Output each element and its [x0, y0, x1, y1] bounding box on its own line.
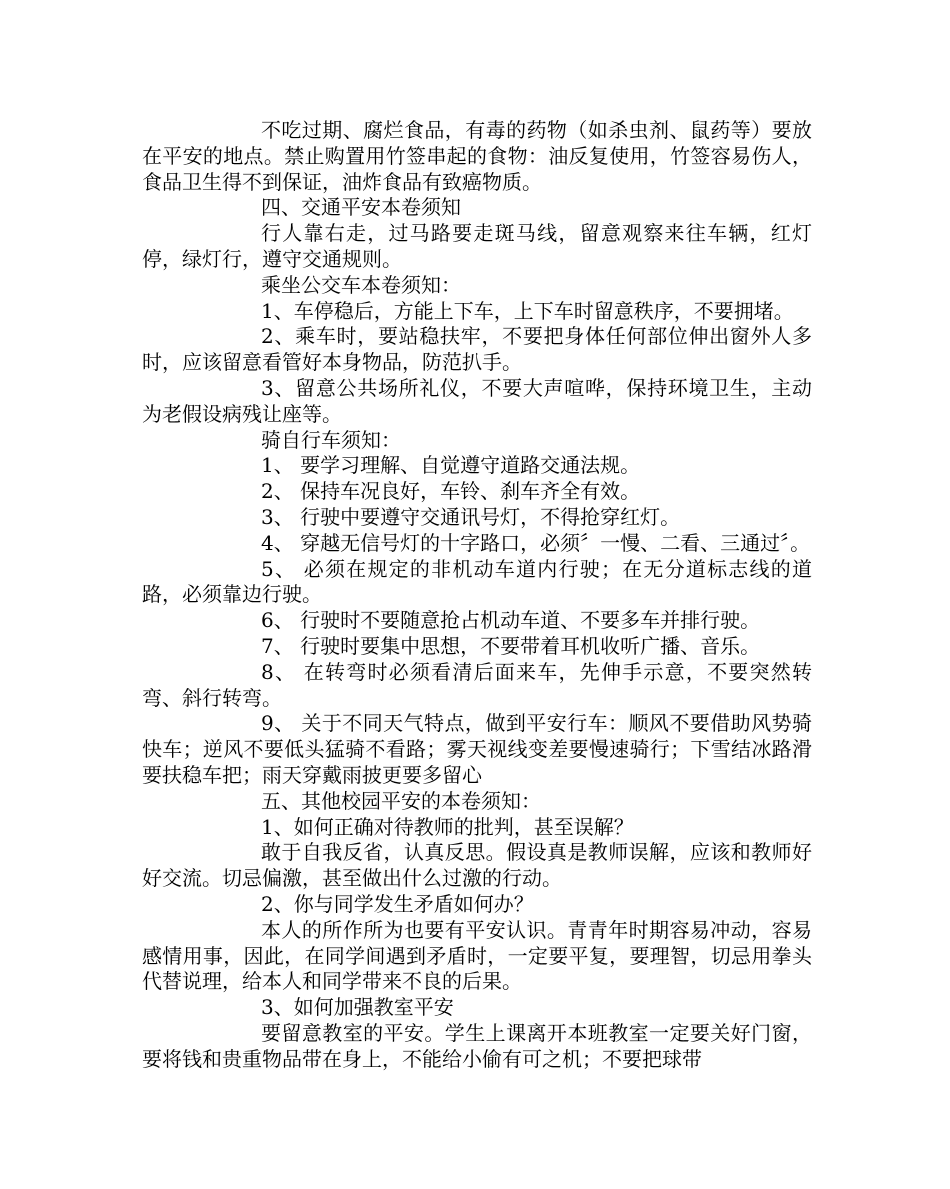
bicycle-rule-5: 5、 必须在规定的非机动车道内行驶；在无分道标志线的道路，必须靠边行驶。 [142, 556, 812, 607]
campus-answer-1: 敢于自我反省，认真反思。假设真是教师误解，应该和教师好好交流。切忌偏激，甚至做出什么过激的行动。 [142, 840, 812, 891]
paragraph-pedestrian: 行人靠右走，过马路要走斑马线，留意观察来往车辆，红灯停，绿灯行，遵守交通规则。 [142, 221, 812, 271]
campus-answer-2: 本人的所作所为也要有平安认识。青青年时期容易冲动，容易感情用事，因此，在同学间遇到矛盾时，一定要平复，要理智，切忌用拳头代替说理，给本人和同学带来不良的后果。 [142, 917, 812, 994]
bus-rule-3: 3、留意公共场所礼仪，不要大声喧哗，保持环境卫生，主动为老假设病残让座等。 [142, 375, 812, 426]
bicycle-rule-1: 1、 要学习理解、自觉遵守道路交通法规。 [261, 453, 641, 478]
bicycle-rule-4: 4、 穿越无信号灯的十字路口，必须〞一慢、二看、三通过〞。 [261, 530, 811, 555]
bicycle-rule-9: 9、 关于不同天气特点，做到平安行车：顺风不要借助风势骑快车；逆风不要低头猛骑不看路；雾天视线变差要慢速骑行；下雪结冰路滑要扶稳车把；雨天穿戴雨披更要多留心 [142, 711, 812, 787]
subheading-bus: 乘坐公交车本卷须知： [261, 272, 461, 297]
section-heading-campus: 五、其他校园平安的本卷须知： [261, 788, 541, 813]
bicycle-rule-6: 6、 行驶时不要随意抢占机动车道、不要多车并排行驶。 [261, 608, 761, 633]
section-heading-traffic: 四、交通平安本卷须知 [261, 195, 461, 220]
bicycle-rule-2: 2、 保持车况良好，车铃、刹车齐全有效。 [261, 479, 641, 504]
subheading-bicycle: 骑自行车须知： [261, 427, 401, 452]
campus-answer-3: 要留意教室的平安。学生上课离开本班教室一定要关好门窗，要将钱和贵重物品带在身上，不能给小偷有可之机；不要把球带 [142, 1020, 812, 1071]
campus-question-1: 1、如何正确对待教师的批判，甚至误解？ [261, 814, 634, 839]
bicycle-rule-3: 3、 行驶中要遵守交通讯号灯，不得抢穿红灯。 [261, 504, 681, 529]
document-body [142, 118, 812, 1072]
bus-rule-1: 1、车停稳后，方能上下车，上下车时留意秩序，不要拥堵。 [261, 298, 794, 323]
bus-rule-2: 2、乘车时，要站稳扶牢，不要把身体任何部位伸出窗外人多时，应该留意看管好本身物品，防范扒手。 [142, 324, 812, 375]
paragraph-food-safety: 不吃过期、腐烂食品，有毒的药物（如杀虫剂、鼠药等）要放在平安的地点。禁止购置用竹签串起的食物：油反复使用，竹签容易伤人，食品卫生得不到保证，油炸食品有致癌物质。 [142, 118, 812, 194]
bicycle-rule-8: 8、 在转弯时必须看清后面来车，先伸手示意，不要突然转弯、斜行转弯。 [142, 659, 812, 710]
campus-question-2: 2、你与同学发生矛盾如何办？ [261, 891, 534, 916]
bicycle-rule-7: 7、 行驶时要集中思想，不要带着耳机收听广播、音乐。 [261, 633, 761, 658]
campus-question-3: 3、如何加强教室平安 [261, 995, 454, 1020]
